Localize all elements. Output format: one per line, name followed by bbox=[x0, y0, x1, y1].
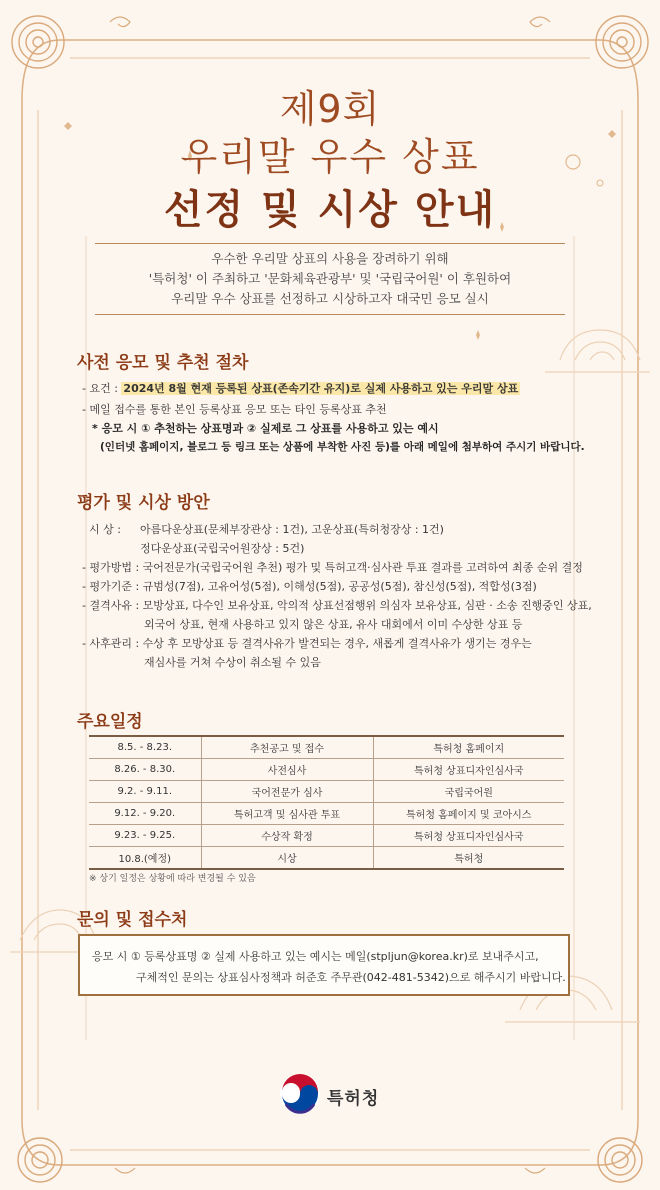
schedule-task: 사전심사 bbox=[201, 759, 373, 781]
section-title-contact: 문의 및 접수처 bbox=[77, 910, 188, 930]
disqualification-line-1: - 결격사유 : 모방상표, 다수인 보유상표, 악의적 상표선점행위 의심자 보유상표, 심판 · 소송 진행중인 상표, bbox=[82, 599, 592, 612]
schedule-org: 특허청 홈페이지 및 코아시스 bbox=[373, 803, 564, 825]
intro-line-2: '특허청' 이 주최하고 '문화체육관광부' 및 '국립국어원' 이 후원하여 bbox=[148, 271, 512, 286]
divider-top bbox=[95, 243, 565, 244]
schedule-table bbox=[89, 735, 564, 870]
evaluation-method: - 평가방법 : 국어전문가(국립국어원 추천) 평가 및 특허고객·심사관 투표 결과를 고려하여 최종 순위 결정 bbox=[82, 561, 583, 574]
post-management-line-2: 재심사를 거쳐 수상이 취소될 수 있음 bbox=[144, 656, 321, 669]
disqualification-line-2: 외국어 상표, 현재 사용하고 있지 않은 상표, 유사 대회에서 이미 수상한 상표 등 bbox=[144, 618, 523, 631]
schedule-date: 9.2. - 9.11. bbox=[89, 781, 201, 803]
email-submission-line: - 메일 접수를 통한 본인 등록상표 응모 또는 타인 등록상표 추천 bbox=[82, 403, 387, 416]
title-line-3: 선정 및 시상 안내 bbox=[163, 187, 497, 233]
title-line-1: 제9회 bbox=[279, 87, 381, 131]
requirement-prefix: - 요건 : bbox=[82, 382, 122, 395]
section-title-evaluation: 평가 및 시상 방안 bbox=[77, 493, 210, 513]
table-row bbox=[89, 736, 564, 759]
table-row bbox=[89, 803, 564, 825]
divider-bottom bbox=[95, 314, 565, 315]
footer-org-name: 특허청 bbox=[327, 1089, 380, 1109]
schedule-org: 국립국어원 bbox=[373, 781, 564, 803]
schedule-note: ※ 상기 일정은 상황에 따라 변경될 수 있음 bbox=[89, 874, 256, 884]
schedule-task: 수상작 확정 bbox=[201, 825, 373, 847]
application-note-1: * 응모 시 ① 추천하는 상표명과 ② 실제로 그 상표를 사용하고 있는 예시 bbox=[92, 422, 439, 435]
schedule-task: 시상 bbox=[201, 847, 373, 870]
schedule-task: 특허고객 및 심사관 투표 bbox=[201, 803, 373, 825]
evaluation-criteria: - 평가기준 : 규범성(7점), 고유어성(5점), 이해성(5점), 공공성(5점), 참신성(5점), 적합성(3점) bbox=[82, 580, 537, 593]
intro-line-1: 우수한 우리말 상표의 사용을 장려하기 위해 bbox=[211, 251, 449, 266]
section-title-application: 사전 응모 및 추천 절차 bbox=[77, 353, 249, 373]
schedule-task: 추천공고 및 접수 bbox=[201, 736, 373, 759]
contact-line-2: 구체적인 문의는 상표심사정책과 허준호 주무관(042-481-5342)으로 해주시기 바랍니다. bbox=[136, 971, 566, 984]
title-line-2: 우리말 우수 상표 bbox=[180, 135, 480, 179]
post-management-line-1: - 사후관리 : 수상 후 모방상표 등 결격사유가 발견되는 경우, 새롭게 결격사유가 생기는 경우는 bbox=[82, 637, 532, 650]
schedule-org: 특허청 상표디자인심사국 bbox=[373, 825, 564, 847]
table-row bbox=[89, 759, 564, 781]
requirement-line bbox=[82, 380, 520, 396]
schedule-date: 8.5. - 8.23. bbox=[89, 736, 201, 759]
intro-line-3: 우리말 우수 상표를 선정하고 시상하고자 대국민 응모 실시 bbox=[171, 291, 489, 306]
schedule-task: 국어전문가 심사 bbox=[201, 781, 373, 803]
award-line-2: 정다운상표(국립국어원장상 : 5건) bbox=[140, 542, 305, 555]
section-title-schedule: 주요일정 bbox=[77, 712, 143, 732]
table-row bbox=[89, 847, 564, 870]
application-note-2: (인터넷 홈페이지, 블로그 등 링크 또는 상품에 부착한 사진 등)를 아래 메일에 첨부하여 주시기 바랍니다. bbox=[100, 441, 585, 453]
schedule-date: 9.23. - 9.25. bbox=[89, 825, 201, 847]
table-row bbox=[89, 825, 564, 847]
award-label: 시 상 : bbox=[89, 523, 121, 536]
award-line-1: 아름다운상표(문체부장관상 : 1건), 고운상표(특허청장상 : 1건) bbox=[140, 523, 444, 536]
schedule-org: 특허청 bbox=[373, 847, 564, 870]
schedule-date: 8.26. - 8.30. bbox=[89, 759, 201, 781]
contact-box bbox=[78, 934, 570, 996]
schedule-date: 9.12. - 9.20. bbox=[89, 803, 201, 825]
schedule-date: 10.8.(예정) bbox=[89, 847, 201, 870]
requirement-highlight: 2024년 8월 현재 등록된 상표(존속기간 유지)로 실제 사용하고 있는 우리말 상표 bbox=[123, 382, 519, 395]
schedule-org: 특허청 상표디자인심사국 bbox=[373, 759, 564, 781]
schedule-org: 특허청 홈페이지 bbox=[373, 736, 564, 759]
contact-line-1: 응모 시 ① 등록상표명 ② 실제 사용하고 있는 예시는 메일(stpljun@korea.kr)로 보내주시고, bbox=[92, 950, 539, 963]
table-row bbox=[89, 781, 564, 803]
